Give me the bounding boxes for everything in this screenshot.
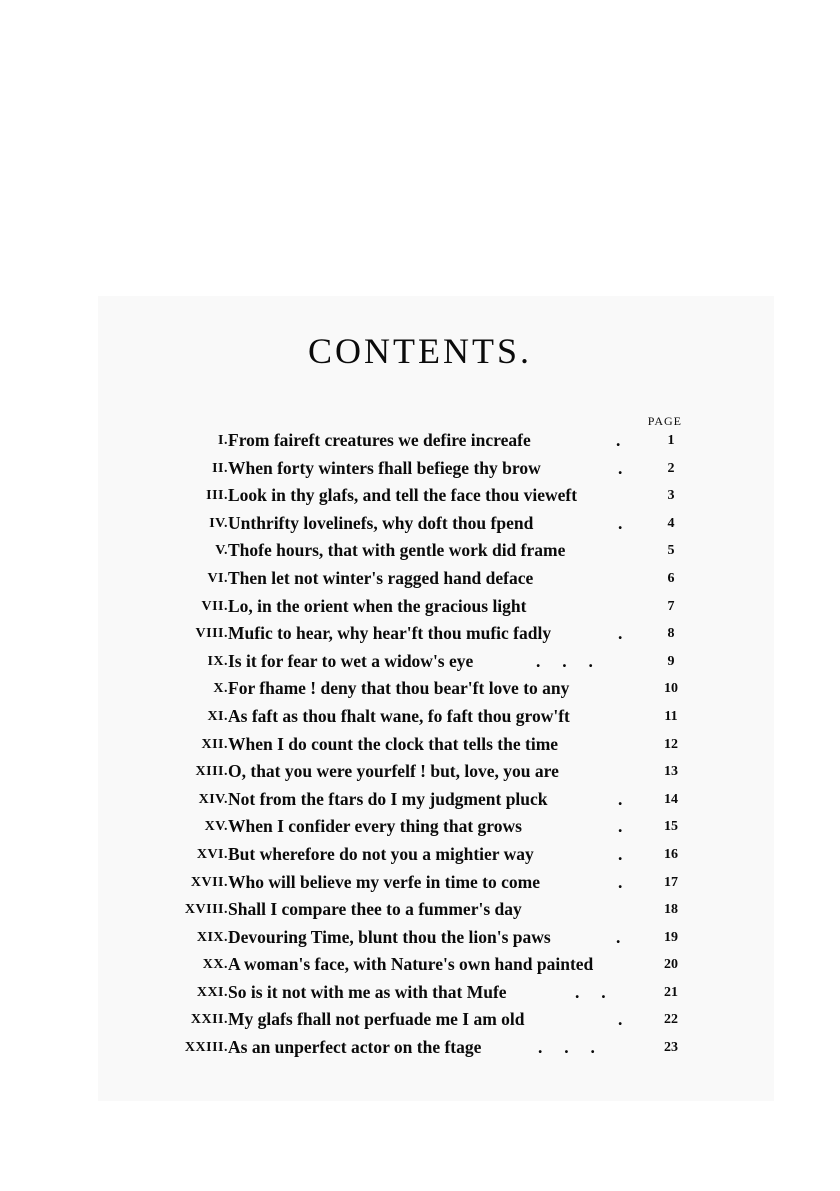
page-number: 11 — [664, 708, 678, 724]
sonnet-number: XVI. — [196, 846, 228, 862]
contents-entry — [150, 703, 690, 731]
leader-dots: . . . — [538, 1037, 595, 1058]
first-line: When forty winters fhall befiege thy brow — [228, 457, 541, 478]
first-line: A woman's face, with Nature's own hand painted — [228, 954, 594, 975]
contents-entry — [150, 482, 690, 510]
first-line: Shall I compare thee to a fummer's day — [228, 899, 522, 920]
sonnet-number: II. — [212, 460, 228, 476]
first-line: But wherefore do not you a mightier way — [228, 843, 534, 864]
leader-dots: . — [618, 512, 623, 533]
sonnet-number: V. — [215, 543, 228, 559]
first-line: Then let not winter's ragged hand deface — [228, 567, 534, 588]
contents-entry — [150, 813, 690, 841]
first-line: Unthrifty lovelinefs, why doft thou fpend — [228, 512, 534, 533]
contents-entry — [150, 924, 690, 952]
page-number: 22 — [664, 1012, 678, 1028]
page-number: 16 — [664, 846, 678, 862]
contents-entry — [150, 786, 690, 814]
sonnet-number: XII. — [201, 736, 228, 752]
contents-entry — [150, 1034, 690, 1062]
contents-entry — [150, 979, 690, 1007]
contents-entry — [150, 593, 690, 621]
page-number: 13 — [664, 764, 678, 780]
sonnet-number: VI. — [207, 570, 228, 586]
sonnet-number: XX. — [202, 957, 228, 973]
leader-dots: . — [618, 788, 623, 809]
contents-entry — [150, 675, 690, 703]
contents-entry — [150, 510, 690, 538]
page-number: 23 — [664, 1040, 678, 1056]
first-line: As an unperfect actor on the ftage — [228, 1037, 482, 1058]
page-number: 2 — [667, 460, 675, 476]
contents-entry — [150, 951, 690, 979]
first-line: For fhame ! deny that thou bear'ft love to any — [228, 678, 570, 699]
sonnet-number: XIX. — [196, 929, 228, 945]
leader-dots: . — [616, 430, 621, 450]
page-number: 9 — [667, 653, 675, 669]
page-number: 15 — [664, 819, 678, 835]
page-title: CONTENTS. — [308, 331, 532, 371]
contents-list — [150, 427, 690, 1062]
contents-entry — [150, 1006, 690, 1034]
page-number: 5 — [667, 543, 675, 559]
page-number: 17 — [664, 874, 678, 890]
first-line: When I confider every thing that grows — [228, 816, 522, 837]
page-number: 12 — [664, 736, 678, 752]
leader-dots: . — [618, 871, 623, 892]
page-number: 3 — [667, 488, 675, 504]
leader-dots: . — [618, 457, 623, 478]
sonnet-number: XXI. — [196, 984, 228, 1000]
leader-dots: . — [618, 623, 623, 644]
contents-entry — [150, 537, 690, 565]
page-number: 10 — [664, 681, 678, 697]
page-number: 6 — [667, 570, 675, 586]
sonnet-number: XIII. — [195, 764, 228, 780]
page-number: 1 — [667, 433, 675, 448]
sonnet-number: IV. — [209, 515, 228, 531]
first-line: When I do count the clock that tells the time — [228, 733, 559, 754]
contents-entry — [150, 565, 690, 593]
sonnet-number: III. — [206, 488, 228, 504]
page-number: 21 — [664, 984, 678, 1000]
contents-entry — [150, 455, 690, 483]
first-line: Lo, in the orient when the gracious light — [228, 595, 527, 616]
first-line: O, that you were yourfelf ! but, love, you are — [228, 761, 559, 782]
contents-entry — [150, 869, 690, 897]
contents-entry — [150, 648, 690, 676]
first-line: Not from the ftars do I my judgment pluck — [228, 788, 548, 809]
sonnet-number: I. — [218, 433, 228, 448]
contents-entry — [150, 731, 690, 759]
sonnet-number: VIII. — [195, 626, 228, 642]
sonnet-number: X. — [213, 681, 228, 697]
leader-dots: . — [618, 1009, 623, 1030]
page-number: 20 — [664, 957, 678, 973]
sonnet-number: XXIII. — [184, 1040, 228, 1056]
first-line: As faft as thou fhalt wane, fo faft thou grow'ft — [228, 705, 570, 726]
leader-dots: . — [618, 816, 623, 837]
first-line: From faireft creatures we defire increafe — [228, 430, 531, 450]
first-line: Thofe hours, that with gentle work did frame — [228, 540, 566, 561]
sonnet-number: XI. — [207, 708, 228, 724]
first-line: Devouring Time, blunt thou the lion's paws — [228, 926, 551, 947]
contents-entry — [150, 620, 690, 648]
sonnet-number: XV. — [204, 819, 228, 835]
contents-entry — [150, 841, 690, 869]
page-number: 7 — [667, 598, 675, 614]
leader-dots: . . . — [536, 650, 593, 671]
first-line: My glafs fhall not perfuade me I am old — [228, 1009, 525, 1030]
sonnet-number: XIV. — [198, 791, 228, 807]
leader-dots: . . — [575, 981, 606, 1002]
first-line: Who will believe my verfe in time to come — [228, 871, 540, 892]
page-number: 4 — [667, 515, 675, 531]
page-number: 18 — [664, 902, 678, 918]
page-column-heading: PAGE — [647, 414, 682, 428]
sonnet-number: IX. — [207, 653, 228, 669]
contents-entry — [150, 758, 690, 786]
sonnet-number: XVII. — [190, 874, 228, 890]
first-line: Is it for fear to wet a widow's eye — [228, 650, 474, 671]
first-line: So is it not with me as with that Mufe — [228, 981, 507, 1002]
leader-dots: . — [618, 843, 623, 864]
sonnet-number: XVIII. — [184, 902, 228, 918]
page-number: 8 — [667, 626, 675, 642]
leader-dots: . — [616, 926, 621, 947]
page-number: 14 — [664, 791, 678, 807]
contents-entry — [150, 427, 690, 455]
first-line: Look in thy glafs, and tell the face thou vieweft — [228, 485, 578, 506]
sonnet-number: XXII. — [190, 1012, 228, 1028]
contents-entry — [150, 896, 690, 924]
page-number: 19 — [664, 929, 678, 945]
first-line: Mufic to hear, why hear'ft thou mufic fadly — [228, 623, 552, 644]
sonnet-number: VII. — [201, 598, 228, 614]
